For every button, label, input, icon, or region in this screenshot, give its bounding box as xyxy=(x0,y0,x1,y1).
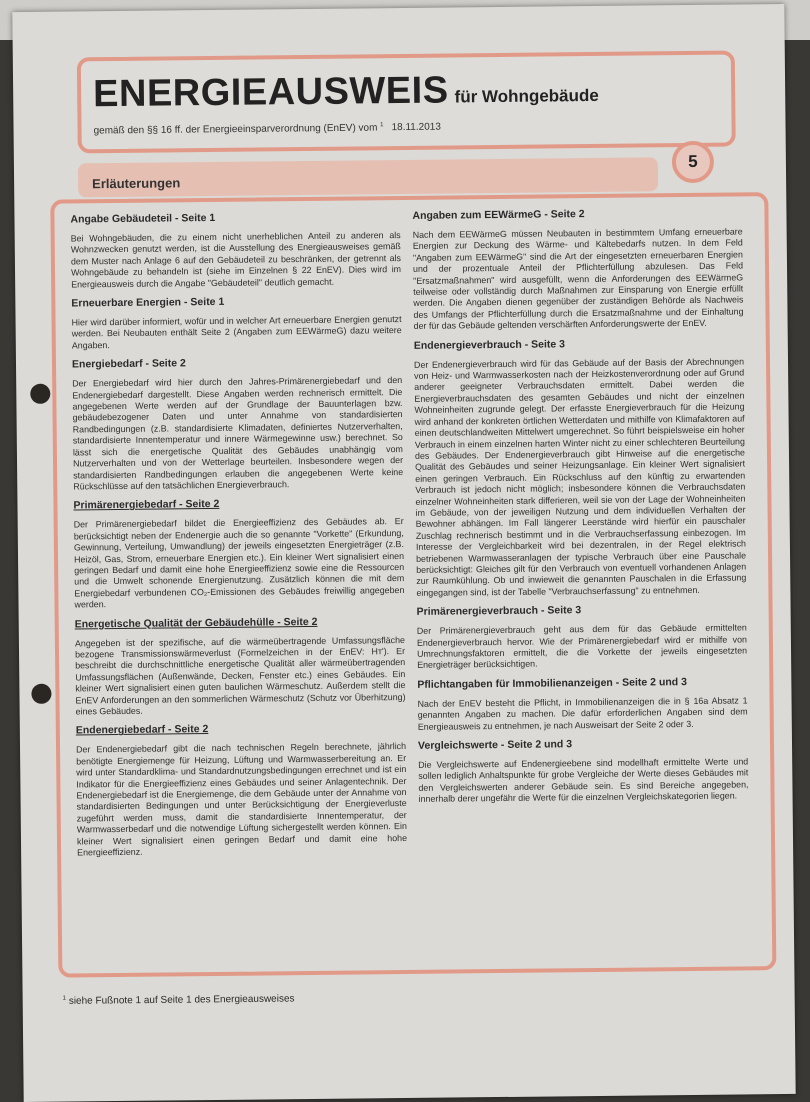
header-box xyxy=(77,51,736,154)
section-heading: Pflichtangaben für Immobilienanzeigen - Seite 2 und 3 xyxy=(417,675,687,691)
punch-hole xyxy=(30,384,50,404)
footnote xyxy=(63,993,295,1007)
footnote-marker: 1 xyxy=(380,122,384,129)
section-heading: Erneuerbare Energien - Seite 1 xyxy=(71,295,225,310)
document-page xyxy=(12,4,795,1102)
explanation-section xyxy=(71,294,402,352)
section-text: Der Primärenergiebedarf bildet die Energieeffizienz des Gebäudes ab. Er berücksichtigt neben der Endenergie auch die so genannte "Vorkette" (Erkundung, Gewinnung, Verteilung, Umwandlung) der jeweils eingesetzten Energieträger (z.B. Heizöl, Gas, Strom, erneuerbare Energien etc.). Ein kleiner Wert signalisiert einen geringen Bedarf und damit eine hohe Energieeffizienz sowie eine die Ressourcen und die Umwelt schonende Energienutzung. Zusätzlich können die mit dem Energiebedarf verbundenen CO₂-Emissionen des Gebäudes freiwillig angegeben werden. xyxy=(73,516,405,610)
section-heading: Endenergiebedarf - Seite 2 xyxy=(75,723,209,737)
explanation-section xyxy=(76,721,407,859)
footnote-marker: 1 xyxy=(62,995,67,1002)
explanation-section xyxy=(418,736,749,805)
explanations-box xyxy=(50,192,776,977)
section-text: Der Energiebedarf wird hier durch den Jahres-Primärenergiebedarf und den Endenergiebedarf dargestellt. Diese Angaben werden rechnerisch ermittelt. Die angegebenen Werte werden auf der Grundlage der Bauunterlagen bzw. gebäudebezogener Daten und unter Annahme von standardisierten Randbedingungen (z.B. standardisierte Klimadaten, definiertes Nutzerverhalten, standardisierte Innentemperatur und innere Wärmegewinne usw.) berechnet. So lässt sich die energetische Qualität des Gebäudes unabhängig vom Nutzerverhalten und von der Wetterlage beurteilen. Insbesondere wegen der standardisierten Randbedingungen erlauben die angegebenen Werte keine Rückschlüsse auf den tatsächlichen Energieverbrauch. xyxy=(72,375,404,492)
explanation-section xyxy=(417,603,748,672)
left-column xyxy=(70,210,407,866)
page-number: 5 xyxy=(672,141,714,183)
title-text: ENERGIEAUSWEIS xyxy=(92,69,449,116)
section-title: Erläuterungen xyxy=(92,175,181,192)
footnote-text: siehe Fußnote 1 auf Seite 1 des Energieausweises xyxy=(68,993,295,1007)
subtitle-text: gemäß den §§ 16 ff. der Energieeinsparverordnung (EnEV) vom xyxy=(93,122,378,137)
explanation-section xyxy=(73,496,404,611)
section-heading: Primärenergiebedarf - Seite 2 xyxy=(73,498,220,512)
section-text: Der Endenergieverbrauch wird für das Gebäude auf der Basis der Abrechnungen von Heiz- und Warmwasserkosten nach der Heizkostenverordnung oder auf Grund anderer geeigneter Verbrauchsdaten ermittelt. Dabei werden die Energieverbrauchsdaten des gesamten Gebäudes und nicht der einzelnen Wohneinheiten zugrunde gelegt. Der erfasste Energieverbrauch für die Heizung wird anhand der konkreten örtlichen Wetterdaten und mithilfe von Klimafaktoren auf einen deutschlandweiten Mittelwert umgerechnet. So führt beispielsweise ein hoher Verbrauch in einem einzelnen harten Winter nicht zu einer schlechteren Beurteilung des Gebäudes. Der Endenergieverbrauch gibt Hinweise auf die energetische Qualität des Gebäudes und seiner Heizungsanlage. Ein kleiner Wert signalisiert einen geringen Verbrauch. Ein Rückschluss auf den künftig zu erwartenden Verbrauch ist jedoch nicht möglich; insbesondere können die Verbrauchsdaten einzelner Wohneinheiten stark differieren, weil sie von der Lage der Wohneinheiten im Gebäude, von der jeweiligen Nutzung und dem individuellen Verhalten der Bewohner abhängen. Im Fall längerer Leerstände wird hierfür ein pauschaler Zuschlag rechnerisch bestimmt und in die Verbrauchserfassung einbezogen. Im Interesse der Vergleichbarkeit wird bei dezentralen, in der Regel elektrisch betriebenen Warmwasseranlagen der typische Verbrauch über eine Pauschale berücksichtigt: Gleiches gilt für den Verbrauch von eventuell vorhandenen Anlagen zur Raumkühlung. Ob und inwieweit die genannten Pauschalen in die Erfassung eingegangen sind, ist der Tabelle "Verbrauchserfassung" zu entnehmen. xyxy=(413,356,747,598)
explanation-section xyxy=(72,355,403,493)
explanation-section xyxy=(417,675,748,733)
document-title xyxy=(93,68,599,116)
section-heading: Primärenergieverbrauch - Seite 3 xyxy=(416,604,582,619)
section-text: Nach der EnEV besteht die Pflicht, in Immobilienanzeigen die in § 16a Absatz 1 genannten Angaben zu machen. Die dafür erforderlichen Angaben sind dem Energieausweis zu entnehmen, je nach Ausweisart der Seite 2 oder 3. xyxy=(417,695,748,732)
explanation-section xyxy=(414,336,747,599)
explanation-section xyxy=(75,615,406,718)
section-heading: Endenergieverbrauch - Seite 3 xyxy=(413,337,566,352)
issue-date: 18.11.2013 xyxy=(391,121,441,134)
section-text: Nach dem EEWärmeG müssen Neubauten in bestimmtem Umfang erneuerbare Energien zur Deckung des Wärme- und Kältebedarfs nutzen. In dem Feld "Angaben zum EEWärmeG" sind die Art der eingesetzten erneuerbaren Energien und der prozentuale Anteil der Pflichterfüllung abzulesen. Das Feld "Ersatzmaßnahmen" wird ausgefüllt, wenn die Anforderungen des EEWärmeG teilweise oder vollständig durch Maßnahmen zur Einsparung von Energie erfüllt werden. Die Angaben dienen gegenüber der zuständigen Behörde als Nachweis des Umfangs der Pflichterfüllung durch die Ersatzmaßnahme und der Einhaltung der für das Gebäude geltenden verschärften Anforderungswerte der EnEV. xyxy=(412,226,744,332)
section-text: Der Endenergiebedarf gibt die nach technischen Regeln berechnete, jährlich benötigte Energiemenge für Heizung, Lüftung und Warmwasserbereitung an. Er wird unter Standardklima- und Standardnutzungsbedingungen errechnet und ist ein Indikator für die Energieeffizienz eines Gebäudes und seiner Anlagentechnik. Der Endenergiebedarf ist die Energiemenge, die dem Gebäude unter der Annahme von standardisierten Bedingungen und unter Berücksichtigung der Energieverluste zugeführt werden muss, damit die standardisierte Innentemperatur, der Warmwasserbedarf und die notwendige Lüftung sichergestellt werden können. Ein kleiner Wert signalisiert einen geringen Bedarf und damit eine hohe Energieeffizienz. xyxy=(75,741,408,858)
section-heading: Vergleichswerte - Seite 2 und 3 xyxy=(417,738,573,752)
section-text: Angegeben ist der spezifische, auf die wärmeübertragende Umfassungsfläche bezogene Transmissionswärmeverlust (Formelzeichen in der EnEV: Hᴛ'). Er beschreibt die durchschnittliche energetische Qualität aller wärmeübertragenden Umfassungsflächen (Außenwände, Decken, Fenster etc.) eines Gebäudes. Ein kleiner Wert signalisiert einen guten baulichen Wärmeschutz. Außerdem stellt die EnEV Anforderungen an den sommerlichen Wärmeschutz (Schutz vor Überhitzung) eines Gebäudes. xyxy=(74,634,406,717)
punch-hole xyxy=(31,684,51,704)
subtitle xyxy=(94,122,441,137)
section-text: Der Primärenergieverbrauch geht aus dem für das Gebäude ermittelten Endenergieverbrauch hervor. Wie der Primärenergiebedarf wird er mithilfe von Umrechnungsfaktoren ermittelt, die die Vorkette der jeweils eingesetzten Energieträger berücksichtigen. xyxy=(416,622,748,671)
section-text: Bei Wohngebäuden, die zu einem nicht unerheblichen Anteil zu anderen als Wohnzwecken genutzt werden, ist die Ausstellung des Energieausweises gemäß dem Muster nach Anlage 6 auf den Gebäudeteil zu beschränken, der getrennt als Wohngebäude zu behandeln ist (siehe im Einzelnen § 22 EnEV). Dies wird im Energieausweis durch die Angabe "Gebäudeteil" deutlich gemacht. xyxy=(70,230,402,290)
explanation-section xyxy=(412,206,743,332)
title-suffix: für Wohngebäude xyxy=(454,85,599,107)
right-column xyxy=(412,206,748,812)
section-heading: Energiebedarf - Seite 2 xyxy=(71,357,186,371)
section-heading: Angabe Gebäudeteil - Seite 1 xyxy=(70,211,216,226)
section-text: Die Vergleichswerte auf Endenergieebene sind modellhaft ermittelte Werte und sollen lediglich Anhaltspunkte für grobe Vergleiche der Werte dieses Gebäudes mit den Vergleichswerten anderer Gebäude sein. Es sind Bereiche angegeben, innerhalb derer ungefähr die Werte für die einzelnen Vergleichskategorien liegen. xyxy=(418,756,749,805)
section-heading: Energetische Qualität der Gebäudehülle - Seite 2 xyxy=(74,615,318,631)
explanation-section xyxy=(70,210,401,290)
section-heading: Angaben zum EEWärmeG - Seite 2 xyxy=(412,208,585,222)
section-band xyxy=(78,157,658,197)
section-text: Hier wird darüber informiert, wofür und in welcher Art erneuerbare Energien genutzt werden. Bei Neubauten enthält Seite 2 (Angaben zum EEWärmeG) dazu weitere Angaben. xyxy=(71,314,402,351)
